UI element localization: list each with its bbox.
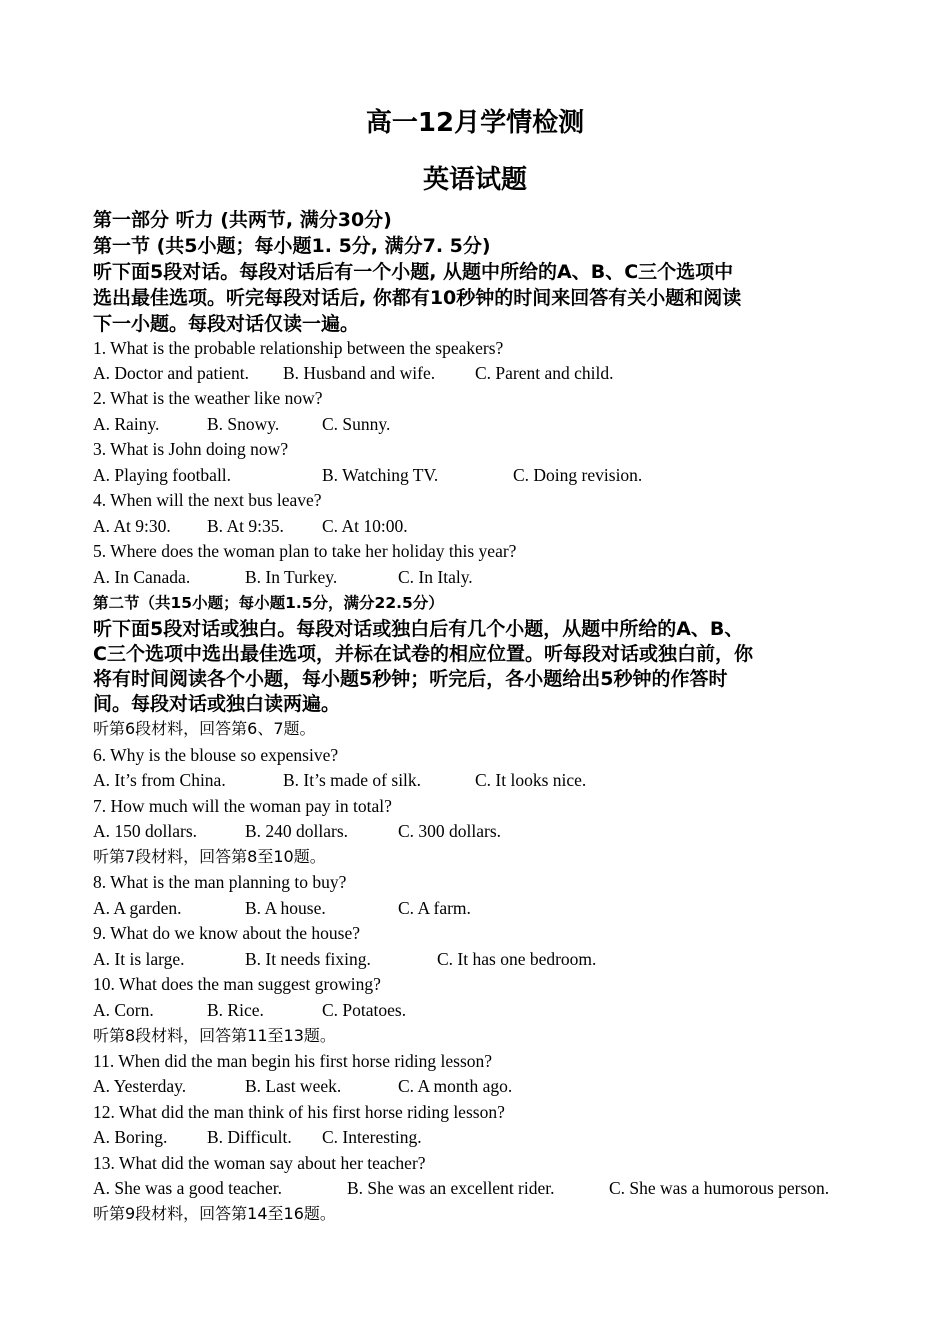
option-b: B. A house. bbox=[245, 898, 326, 918]
section2-instruction-line: C三个选项中选出最佳选项，并标在试卷的相应位置。听每段对话或独白前，你 bbox=[93, 643, 753, 665]
question-12: 12. What did the man think of his first horse riding lesson? bbox=[93, 1102, 505, 1122]
section2-instruction-line: 将有时间阅读各个小题，每小题5秒钟；听完后，各小题给出5秒钟的作答时 bbox=[93, 668, 728, 690]
question-3: 3. What is John doing now? bbox=[93, 439, 289, 459]
exam-subtitle: 英语试题 bbox=[422, 165, 527, 195]
question-5: 5. Where does the woman plan to take her holiday this year? bbox=[93, 541, 517, 561]
option-b: B. 240 dollars. bbox=[245, 821, 349, 841]
question-4: 4. When will the next bus leave? bbox=[93, 490, 322, 510]
option-b: B. Snowy. bbox=[207, 414, 280, 434]
option-b: B. Last week. bbox=[245, 1076, 342, 1096]
section1-instruction-line: 听下面5段对话。每段对话后有一个小题, 从题中所给的A、B、C三个选项中 bbox=[93, 261, 734, 283]
section1-instruction-line: 选出最佳选项。听完每段对话后, 你都有10秒钟的时间来回答有关小题和阅读 bbox=[93, 287, 742, 309]
passage-note: 听第8段材料，回答第11至13题。 bbox=[93, 1026, 336, 1045]
option-c: C. Interesting. bbox=[322, 1127, 422, 1147]
question-6: 6. Why is the blouse so expensive? bbox=[93, 745, 339, 765]
option-c: C. Parent and child. bbox=[475, 363, 614, 383]
section2-instruction-line: 听下面5段对话或独白。每段对话或独白后有几个小题，从题中所给的A、B、 bbox=[93, 618, 744, 640]
option-c: C. A month ago. bbox=[398, 1076, 513, 1096]
option-b: B. Difficult. bbox=[207, 1127, 292, 1147]
option-b: B. Rice. bbox=[207, 1000, 264, 1020]
option-a: A. A garden. bbox=[93, 898, 182, 918]
option-c: C. A farm. bbox=[398, 898, 471, 918]
option-b: B. It needs fixing. bbox=[245, 949, 371, 969]
exam-title: 高一12月学情检测 bbox=[365, 108, 585, 138]
passage-note: 听第7段材料，回答第8至10题。 bbox=[93, 847, 326, 866]
option-c: C. Potatoes. bbox=[322, 1000, 407, 1020]
passage-note: 听第6段材料，回答第6、7题。 bbox=[93, 719, 316, 738]
section2-instruction-line: 间。每段对话或独白读两遍。 bbox=[93, 693, 341, 715]
option-b: B. She was an excellent rider. bbox=[347, 1178, 555, 1198]
question-13: 13. What did the woman say about her teacher? bbox=[93, 1153, 426, 1173]
section2-heading: 第二节（共15小题；每小题1.5分，满分22.5分） bbox=[93, 594, 444, 612]
option-c: C. It looks nice. bbox=[475, 770, 587, 790]
option-a: A. Doctor and patient. bbox=[93, 363, 249, 383]
option-b: B. It’s made of silk. bbox=[283, 770, 422, 790]
option-c: C. Doing revision. bbox=[513, 465, 643, 485]
section1-heading: 第一节 (共5小题；每小题1. 5分, 满分7. 5分) bbox=[93, 235, 491, 257]
option-c: C. It has one bedroom. bbox=[437, 949, 597, 969]
option-b: B. At 9:35. bbox=[207, 516, 284, 536]
option-a: A. It’s from China. bbox=[93, 770, 226, 790]
option-a: A. She was a good teacher. bbox=[93, 1178, 283, 1198]
option-b: B. Husband and wife. bbox=[283, 363, 436, 383]
option-b: B. Watching TV. bbox=[322, 465, 439, 485]
option-b: B. In Turkey. bbox=[245, 567, 338, 587]
passage-note: 听第9段材料，回答第14至16题。 bbox=[93, 1204, 336, 1223]
question-1: 1. What is the probable relationship between the speakers? bbox=[93, 338, 504, 358]
question-9: 9. What do we know about the house? bbox=[93, 923, 360, 943]
option-a: A. Playing football. bbox=[93, 465, 232, 485]
option-a: A. It is large. bbox=[93, 949, 185, 969]
option-a: A. Rainy. bbox=[93, 414, 160, 434]
section1-instruction-line: 下一小题。每段对话仅读一遍。 bbox=[93, 313, 360, 335]
question-11: 11. When did the man begin his first horse riding lesson? bbox=[93, 1051, 493, 1071]
option-c: C. In Italy. bbox=[398, 567, 473, 587]
option-a: A. Yesterday. bbox=[93, 1076, 187, 1096]
option-a: A. In Canada. bbox=[93, 567, 191, 587]
option-c: C. Sunny. bbox=[322, 414, 391, 434]
question-2: 2. What is the weather like now? bbox=[93, 388, 323, 408]
option-c: C. At 10:00. bbox=[322, 516, 408, 536]
option-c: C. 300 dollars. bbox=[398, 821, 502, 841]
option-c: C. She was a humorous person. bbox=[609, 1178, 830, 1198]
option-a: A. Boring. bbox=[93, 1127, 168, 1147]
question-10: 10. What does the man suggest growing? bbox=[93, 974, 381, 994]
option-a: A. 150 dollars. bbox=[93, 821, 198, 841]
question-8: 8. What is the man planning to buy? bbox=[93, 872, 347, 892]
option-a: A. At 9:30. bbox=[93, 516, 171, 536]
part1-heading: 第一部分 听力 (共两节, 满分30分) bbox=[93, 209, 392, 231]
option-a: A. Corn. bbox=[93, 1000, 154, 1020]
question-7: 7. How much will the woman pay in total? bbox=[93, 796, 392, 816]
